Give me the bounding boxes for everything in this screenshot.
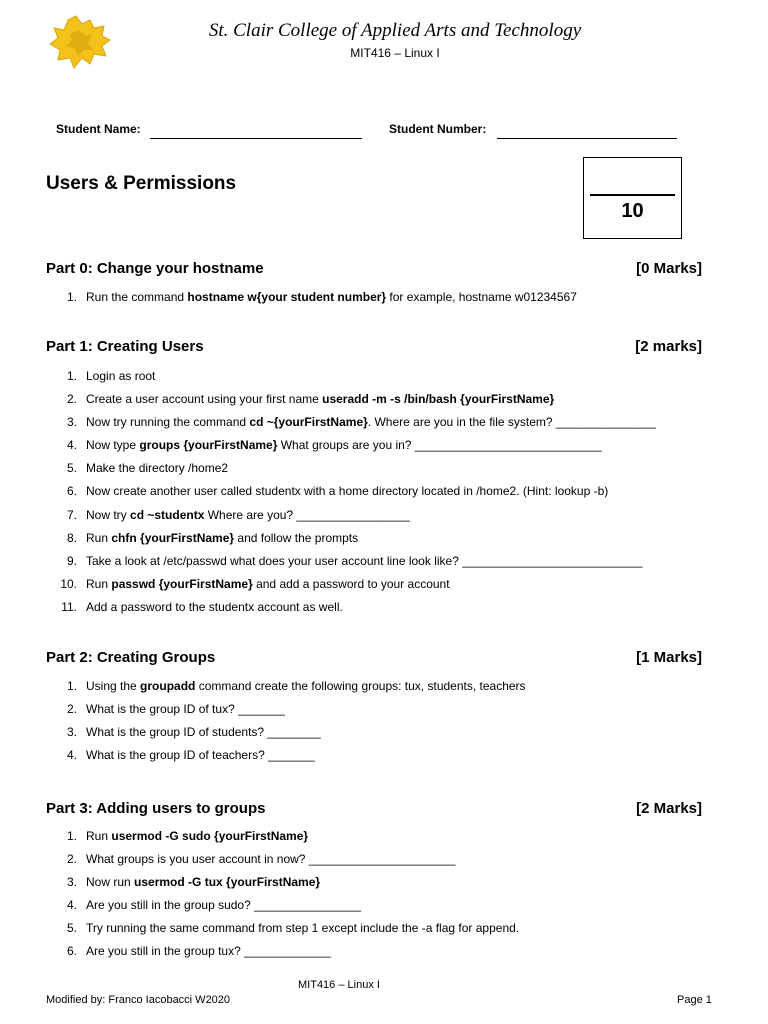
item-number: 6. [66,484,77,499]
part-marks: [1 Marks] [636,649,702,666]
item-text [86,875,320,898]
instruction-item [46,748,706,771]
command-text: hostname w{your student number} [187,290,387,304]
text-segment: Create a user account using your first name [86,392,323,407]
instruction-list [46,369,706,623]
footer-course: MIT416 – Linux I [298,979,380,991]
part-marks: [0 Marks] [636,260,702,277]
instruction-item [46,438,706,461]
instruction-item [46,921,706,944]
course-code: MIT416 – Linux I [350,46,440,60]
text-segment: What is the group ID of tux? _______ [86,702,285,717]
item-number: 3. [66,725,77,740]
text-segment: Now create another user called studentx with a home directory located in /home2. (Hint: lookup -b) [86,484,609,499]
text-segment: and add a password to your account [252,576,450,591]
student-number-line [497,138,677,139]
part-title: Part 3: Adding users to groups [46,800,266,817]
instruction-list [46,290,706,313]
item-number: 11. [61,599,77,614]
item-text [86,392,554,415]
item-number: 1. [66,290,77,304]
instruction-item [46,600,706,623]
text-segment: Login as root [86,369,156,383]
command-text: cd ~{yourFirstName} [249,415,368,430]
college-name: St. Clair College of Applied Arts and Technology [208,20,582,41]
instruction-item [46,461,706,484]
text-segment: What groups is you user account in now? ______________________ [86,852,456,867]
text-segment: and follow the prompts [234,530,359,545]
item-number: 8. [66,530,77,545]
item-text [86,852,456,875]
student-name-line [150,138,362,139]
page-title: Users & Permissions [46,173,237,194]
instruction-item [46,702,706,725]
instruction-item [46,554,706,577]
instruction-list [46,829,706,968]
instruction-item [46,679,706,702]
student-name-label: Student Name: [56,122,141,136]
text-segment: Using the [86,679,141,693]
command-text: groups {yourFirstName} [139,438,278,453]
text-segment: Are you still in the group sudo? ________________ [86,898,361,913]
item-number: 1. [66,829,77,843]
part-heading [46,800,702,817]
command-text: chfn {yourFirstName} [111,530,235,545]
part-title: Part 0: Change your hostname [46,260,264,277]
item-number: 3. [66,415,77,430]
text-segment: Run [86,829,112,843]
item-number: 2. [66,702,77,717]
item-text [86,898,361,921]
item-number: 1. [66,679,77,693]
instruction-list [46,679,706,771]
text-segment: What is the group ID of students? ________ [86,725,321,740]
item-number: 5. [66,461,77,476]
part-heading [46,338,702,355]
text-segment: Now try running the command [86,415,250,430]
item-number: 9. [66,553,77,568]
part-heading [46,649,702,666]
item-text [86,748,315,771]
text-segment: Now run [86,875,135,890]
instruction-item [46,577,706,600]
instruction-item [46,290,706,313]
instruction-item [46,898,706,921]
footer-modified: Modified by: Franco Iacobacci W2020 [46,994,231,1006]
instruction-item [46,852,706,875]
item-text [86,679,526,702]
college-logo [48,14,112,72]
text-segment: Take a look at /etc/passwd what does your user account line look like? ___________________________ [86,553,643,568]
item-number: 6. [66,944,77,959]
text-segment: Now type [86,438,140,453]
part-marks: [2 marks] [635,338,702,355]
text-segment: Now try [86,507,131,522]
text-segment: Are you still in the group tux? _____________ [86,944,331,959]
item-number: 1. [66,369,77,383]
command-text: usermod -G tux {yourFirstName} [134,875,321,890]
instruction-item [46,944,706,967]
part-heading [46,260,702,277]
item-number: 5. [66,921,77,936]
instruction-item [46,508,706,531]
item-number: 4. [66,748,77,763]
command-text: useradd -m -s /bin/bash {yourFirstName} [322,392,555,407]
score-box [583,157,682,239]
score-total: 10 [621,200,644,222]
item-text [86,577,450,600]
part-title: Part 2: Creating Groups [46,649,216,666]
item-number: 3. [66,875,77,890]
item-number: 10. [60,576,77,591]
text-segment: Run the command [86,290,188,304]
item-text [86,531,358,554]
item-text [86,725,321,748]
command-text: usermod -G sudo {yourFirstName} [111,829,309,843]
text-segment: Run [86,530,112,545]
instruction-item [46,392,706,415]
text-segment: command create the following groups: tux, students, teachers [195,679,526,693]
item-text [86,369,155,392]
instruction-item [46,725,706,748]
item-text [86,290,577,313]
instruction-item [46,484,706,507]
instruction-item [46,531,706,554]
text-segment: for example, hostname w01234567 [386,290,577,304]
text-segment: Run [86,576,112,591]
item-text [86,554,642,577]
item-text [86,921,519,944]
text-segment: . Where are you in the file system? _______________ [367,415,656,430]
item-text [86,438,602,461]
command-text: groupadd [140,679,196,693]
text-segment: Make the directory /home2 [86,461,229,476]
item-text [86,600,343,623]
part-marks: [2 Marks] [636,800,702,817]
instruction-item [46,875,706,898]
command-text: cd ~studentx [130,507,205,522]
item-number: 4. [66,438,77,453]
item-text [86,944,331,967]
item-number: 4. [66,898,77,913]
text-segment: What is the group ID of teachers? _______ [86,748,315,763]
text-segment: What groups are you in? ____________________________ [277,438,602,453]
score-line [590,194,675,196]
item-number: 7. [66,507,77,522]
text-segment: Add a password to the studentx account as well. [86,599,343,614]
item-text [86,415,656,438]
instruction-item [46,829,706,852]
command-text: passwd {yourFirstName} [111,576,253,591]
item-number: 2. [66,392,77,407]
item-number: 2. [66,852,77,867]
instruction-item [46,415,706,438]
text-segment: Try running the same command from step 1 except include the -a flag for append. [86,921,520,936]
instruction-item [46,369,706,392]
footer-page-number: Page 1 [677,994,712,1006]
item-text [86,508,410,531]
item-text [86,461,228,484]
text-segment: Where are you? _________________ [204,507,410,522]
item-text [86,484,608,507]
student-number-label: Student Number: [389,122,487,136]
item-text [86,829,308,852]
item-text [86,702,285,725]
part-title: Part 1: Creating Users [46,338,204,355]
